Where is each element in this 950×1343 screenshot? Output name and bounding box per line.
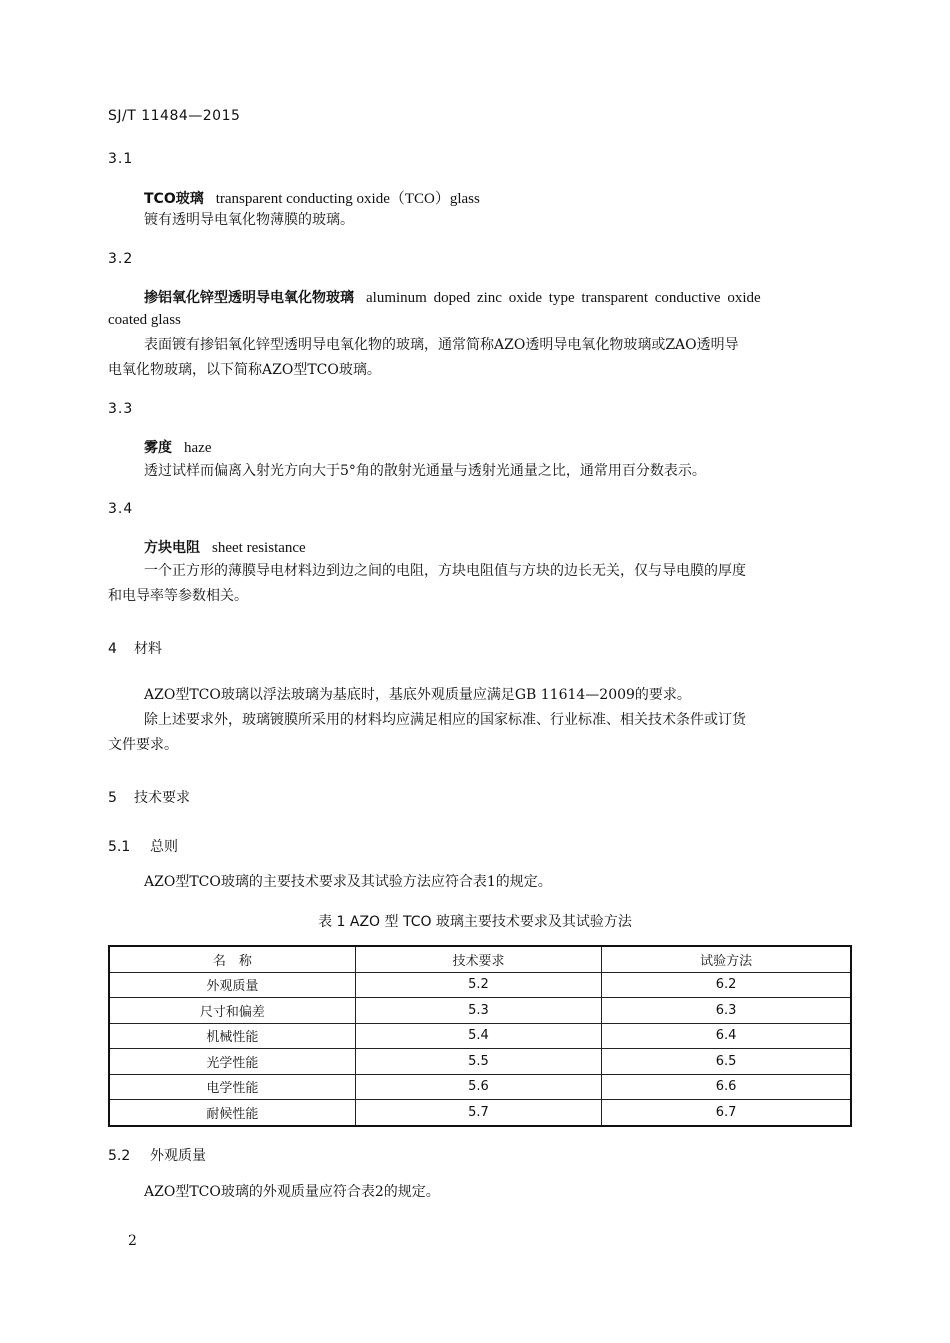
term-en: transparent conducting oxide（TCO）glass xyxy=(215,191,480,207)
section-4-para1: AZO型TCO玻璃以浮法玻璃为基底时，基底外观质量应满足GB 11614—2009的要求。 xyxy=(144,687,691,703)
clause-number-3-3: 3.3 xyxy=(108,401,134,417)
table-cell: 6.2 xyxy=(602,972,851,998)
table-cell: 6.4 xyxy=(602,1023,851,1049)
clause-number-3-1: 3.1 xyxy=(108,151,134,167)
section-4-para2-line1: 除上述要求外，玻璃镀膜所采用的材料均应满足相应的国家标准、行业标准、相关技术条件或订货 xyxy=(144,712,746,728)
subsection-number: 5.1 xyxy=(108,839,131,855)
table-header-row xyxy=(109,946,851,972)
table-cell: 光学性能 xyxy=(109,1049,355,1075)
table-cell: 机械性能 xyxy=(109,1023,355,1049)
page-number: 2 xyxy=(128,1233,137,1249)
table-title: 表 1 AZO 型 TCO 玻璃主要技术要求及其试验方法 xyxy=(318,914,632,930)
term-zh: 掺铝氧化锌型透明导电氧化物玻璃 xyxy=(144,290,354,306)
term-en: sheet resistance xyxy=(212,540,306,556)
table-cell: 5.6 xyxy=(355,1074,601,1100)
term-zh: 雾度 xyxy=(144,440,172,456)
table-row xyxy=(109,998,851,1024)
header-cell-name: 名 称 xyxy=(109,946,355,972)
standard-code: SJ/T 11484—2015 xyxy=(108,108,241,124)
table-cell: 外观质量 xyxy=(109,972,355,998)
term-en: haze xyxy=(184,440,212,456)
term-3-1 xyxy=(144,187,480,208)
term-zh: 方块电阻 xyxy=(144,540,200,556)
table-row xyxy=(109,972,851,998)
header-cell-requirement: 技术要求 xyxy=(355,946,601,972)
term-3-3 xyxy=(144,437,211,457)
requirements-table xyxy=(108,945,852,1127)
table-cell: 耐候性能 xyxy=(109,1100,355,1126)
subsection-number: 5.2 xyxy=(108,1148,131,1164)
section-title: 材料 xyxy=(134,641,162,657)
section-number: 5 xyxy=(108,790,117,806)
definition-3-4-line1: 一个正方形的薄膜导电材料边到边之间的电阻，方块电阻值与方块的边长无关，仅与导电膜的厚度 xyxy=(144,563,746,579)
clause-number-3-4: 3.4 xyxy=(108,501,134,517)
table-cell: 6.5 xyxy=(602,1049,851,1075)
definition-3-2-line2: 电氧化物玻璃，以下简称AZO型TCO玻璃。 xyxy=(108,362,381,378)
term-3-4 xyxy=(144,537,306,557)
subsection-title: 外观质量 xyxy=(150,1148,206,1164)
definition-3-2-line1: 表面镀有掺铝氧化锌型透明导电氧化物的玻璃，通常简称AZO透明导电氧化物玻璃或ZAO透明导 xyxy=(144,337,739,353)
table-row xyxy=(109,1049,851,1075)
term-en: aluminum doped zinc oxide type transparent conductive oxide xyxy=(366,290,761,306)
section-5-1-para: AZO型TCO玻璃的主要技术要求及其试验方法应符合表1的规定。 xyxy=(144,874,552,890)
table-cell: 6.3 xyxy=(602,998,851,1024)
subsection-heading-5-1 xyxy=(108,836,178,856)
header-cell-test-method: 试验方法 xyxy=(602,946,851,972)
section-title: 技术要求 xyxy=(134,790,190,806)
definition-3-3: 透过试样而偏离入射光方向大于5°角的散射光通量与透射光通量之比，通常用百分数表示。 xyxy=(144,463,706,479)
table-cell: 5.5 xyxy=(355,1049,601,1075)
table-row xyxy=(109,1023,851,1049)
table-cell: 电学性能 xyxy=(109,1074,355,1100)
definition-3-4-line2: 和电导率等参数相关。 xyxy=(108,588,248,604)
table-cell: 5.2 xyxy=(355,972,601,998)
section-heading-4 xyxy=(108,638,162,658)
table-cell: 5.4 xyxy=(355,1023,601,1049)
definition-3-1: 镀有透明导电氧化物薄膜的玻璃。 xyxy=(144,212,354,228)
table-cell: 6.6 xyxy=(602,1074,851,1100)
section-4-para2-line2: 文件要求。 xyxy=(108,737,178,753)
section-heading-5 xyxy=(108,787,190,807)
section-number: 4 xyxy=(108,641,117,657)
section-5-2-para: AZO型TCO玻璃的外观质量应符合表2的规定。 xyxy=(144,1184,440,1200)
table-row xyxy=(109,1100,851,1126)
term-zh: TCO玻璃 xyxy=(144,191,204,207)
table-cell: 尺寸和偏差 xyxy=(109,998,355,1024)
table-cell: 5.7 xyxy=(355,1100,601,1126)
term-en-continuation: coated glass xyxy=(108,312,181,328)
term-3-2 xyxy=(144,287,761,307)
clause-number-3-2: 3.2 xyxy=(108,251,134,267)
table-row xyxy=(109,1074,851,1100)
table-cell: 6.7 xyxy=(602,1100,851,1126)
subsection-heading-5-2 xyxy=(108,1145,206,1165)
table-cell: 5.3 xyxy=(355,998,601,1024)
subsection-title: 总则 xyxy=(150,839,178,855)
